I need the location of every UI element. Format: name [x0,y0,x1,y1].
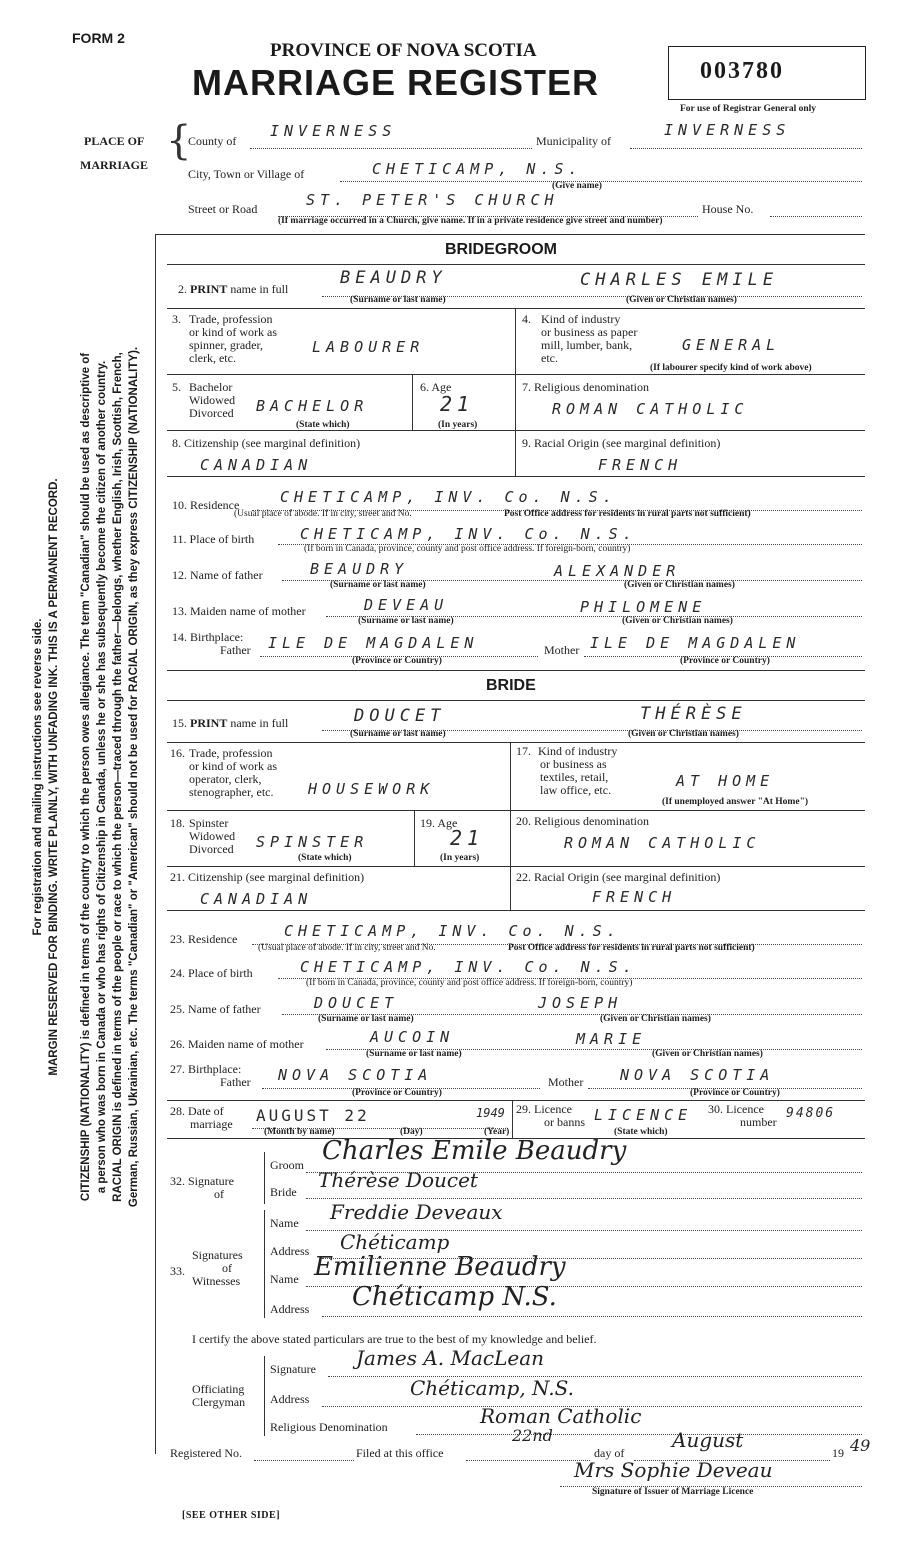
margin-line-6: German, Russian, Ukrainian, etc. The terms "Canadian" or "American" should not be used for RACIAL ORIGIN, as they express CITIZENSHIP (NATIONALITY). [128,346,140,1208]
field-3-label-4: clerk, etc. [189,351,236,365]
field-4-number: 4. [522,312,531,326]
groom-mother-given: PHILOMENE [580,598,707,616]
field-21-label: 21. Citizenship (see marginal definition) [170,870,365,884]
groom-industry: GENERAL [682,336,781,354]
groom-origin: FRENCH [598,456,683,474]
residence-hint-b: Post Office address for residents in rural parts not sufficient) [504,509,751,519]
f12-given-hint: (Given or Christian names) [624,580,735,590]
margin-line-1: For registration and mailing instructions see reverse side. [32,618,44,936]
field-18-label-2: Widowed [189,829,236,843]
field-16-label-3: operator, clerk, [189,772,262,786]
f14-mother-label: Mother [544,643,580,657]
field-16-label-1: Trade, profession [189,746,273,760]
witness2-address-label: Address [270,1302,310,1316]
groom-citizenship: CANADIAN [200,456,313,474]
field-4-label-1: Kind of industry [541,312,621,326]
f27-father-label: Father [220,1075,251,1089]
field-17-label-1: Kind of industry [538,744,618,758]
marriage-date: AUGUST 22 [256,1106,370,1125]
field-32-label-b: of [214,1187,224,1201]
f27-father-hint: (Province or Country) [352,1088,442,1098]
street-hint: (If marriage occurred in a Church, give name. If in a private residence give street and number) [278,216,663,226]
field-18-label-3: Divorced [189,842,234,856]
f25-surname-hint: (Surname or last name) [318,1014,414,1024]
field-3-number: 3. [172,312,181,326]
field-33-label-2: of [222,1261,232,1275]
field-13-label: 13. Maiden name of mother [172,604,306,618]
field-30-label-a: 30. Licence [708,1102,764,1116]
field-33-label-3: Witnesses [192,1274,241,1288]
groom-father-birthplace: ILE DE MAGDALEN [268,634,479,652]
bride-father-birthplace: NOVA SCOTIA [278,1066,433,1084]
field-29-label-b: or banns [544,1115,585,1129]
clergy-signature: James A. MacLean [356,1346,545,1370]
groom-given: CHARLES EMILE [580,270,779,290]
field-16-number: 16. [170,746,185,760]
month-hint: (Month by name) [264,1127,335,1137]
bride-birthplace: CHETICAMP, INV. Co. N.S. [300,958,637,976]
witness2-name: Emilienne Beaudry [314,1252,566,1282]
margin-instructions [0,0,160,1554]
field-27-label: 27. Birthplace: [170,1062,242,1076]
issuer-signature: Mrs Sophie Deveau [574,1458,773,1482]
bride-given: THÉRÈSE [640,704,747,724]
field-5-label-1: Bachelor [189,380,233,394]
f14-mother-hint: (Province or Country) [680,656,770,666]
field-32-label-a: 32. Signature [170,1174,234,1188]
bride-industry: AT HOME [676,772,775,790]
f13-surname-hint: (Surname or last name) [358,616,454,626]
groom-birthplace: CHETICAMP, INV. Co. N.S. [300,525,637,543]
groom-residence: CHETICAMP, INV. Co. N.S. [280,488,617,506]
field-5-label-2: Widowed [189,393,236,407]
margin-line-4: a person who was born in Canada or who has rights of Citizenship in Canada, unless he or she has subsequently become the citizen of another country. [96,360,108,1194]
clergy-label-1: Officiating [192,1382,245,1396]
groom-status-hint: (State which) [296,420,350,430]
bride-age: 21 [450,826,485,850]
city-hint: (Give name) [552,181,602,191]
see-other-side: [SEE OTHER SIDE] [182,1510,281,1521]
field-23-label: 23. Residence [170,932,238,946]
bride-surname: DOUCET [354,706,446,726]
field-16-label-2: or kind of work as [189,759,277,773]
b-residence-hint-a: (Usual place of abode. If in city, street and No. [258,943,436,953]
bride-age-hint: (In years) [440,853,480,863]
clergy-address: Chéticamp, N.S. [410,1376,574,1400]
bride-trade: HOUSEWORK [308,780,435,798]
field-5-number: 5. [172,380,181,394]
bride-father-surname: DOUCET [314,994,399,1012]
year-prefix: 19 [832,1446,844,1460]
groom-surname-hint: (Surname or last name) [350,295,446,305]
field-28-label-a: 28. Date of [170,1104,224,1118]
field-30-label-b: number [740,1115,777,1129]
province-heading: PROVINCE OF NOVA SCOTIA [270,40,537,61]
field-15-label: 15. PRINT name in full [172,716,289,730]
field-18-label-1: Spinster [189,816,229,830]
field-18-number: 18. [170,816,185,830]
groom-industry-hint: (If labourer specify kind of work above) [650,363,812,373]
field-26-label: 26. Maiden name of mother [170,1037,304,1051]
field-12-label: 12. Name of father [172,568,263,582]
place-label-2: MARRIAGE [80,158,148,172]
bride-residence: CHETICAMP, INV. Co. N.S. [284,922,621,940]
form-number: FORM 2 [72,30,125,46]
bride-mother-birthplace: NOVA SCOTIA [620,1066,775,1084]
field-17-number: 17. [516,744,531,758]
f14-father-hint: (Province or Country) [352,656,442,666]
field-11-label: 11. Place of birth [172,532,255,546]
bride-mother-given: MARIE [576,1030,647,1048]
residence-hint-a: (Usual place of abode. If in city, street and No. [234,509,412,519]
religious-denomination-label: Religious Denomination [270,1420,388,1434]
bride-origin: FRENCH [592,888,677,906]
field-19-label: 19. Age [420,816,458,830]
bride-sig-label: Bride [270,1185,297,1199]
registered-no-label: Registered No. [170,1446,242,1460]
witness1-name: Freddie Deveaux [330,1200,503,1224]
groom-age-hint: (In years) [438,420,478,430]
licence-number: 94806 [786,1106,836,1121]
street-label: Street or Road [188,202,258,216]
filed-year: 49 [850,1436,871,1455]
field-10-label: 10. Residence [172,498,240,512]
birthplace-hint: (If born in Canada, province, county and post office address. If foreign-born, country) [304,544,631,554]
bride-surname-hint: (Surname or last name) [350,729,446,739]
bride-religion: ROMAN CATHOLIC [564,834,761,852]
section-bridegroom: BRIDEGROOM [445,241,557,258]
f26-surname-hint: (Surname or last name) [366,1049,462,1059]
filed-label: Filed at this office [356,1446,444,1460]
marriage-year: 1949 [476,1106,505,1120]
clergy-denomination: Roman Catholic [480,1404,642,1428]
clergy-signature-label: Signature [270,1362,316,1376]
issuer-label: Signature of Issuer of Marriage Licence [592,1487,754,1497]
field-29-label-a: 29. Licence [516,1102,572,1116]
field-33-label-1: Signatures [192,1248,243,1262]
f27-mother-hint: (Province or Country) [690,1088,780,1098]
field-17-label-3: textiles, retail, [540,770,609,784]
house-label: House No. [702,202,754,216]
groom-given-hint: (Given or Christian names) [626,295,737,305]
groom-status: BACHELOR [256,397,369,415]
state-hint: (State which) [614,1127,668,1137]
f25-given-hint: (Given or Christian names) [600,1014,711,1024]
f26-given-hint: (Given or Christian names) [652,1049,763,1059]
licence-or-banns: LICENCE [594,1106,693,1124]
field-3-label-2: or kind of work as [189,325,277,339]
groom-signature: Charles Emile Beaudry [322,1136,627,1166]
certify-statement: I certify the above stated particulars are true to the best of my knowledge and belief. [192,1332,597,1346]
filed-day: 22nd [512,1426,553,1445]
field-5-label-3: Divorced [189,406,234,420]
bride-industry-hint: (If unemployed answer "At Home") [662,797,809,807]
f13-given-hint: (Given or Christian names) [622,616,733,626]
b-birthplace-hint: (If born in Canada, province, county and post office address. If foreign-born, country) [306,978,633,988]
county-value: INVERNESS [270,122,397,140]
witness1-address: Chéticamp [340,1230,450,1254]
street-value: ST. PETER'S CHURCH [306,191,559,209]
witness1-name-label: Name [270,1216,299,1230]
groom-religion: ROMAN CATHOLIC [552,400,749,418]
field-4-label-2: or business as paper [541,325,638,339]
bride-status-hint: (State which) [298,853,352,863]
clergy-label-2: Clergyman [192,1395,246,1409]
field-24-label: 24. Place of birth [170,966,253,980]
year-hint: (Year) [484,1127,510,1137]
margin-line-2: MARGIN RESERVED FOR BINDING. WRITE PLAINLY, WITH UNFADING INK. THIS IS A PERMANENT RECORD. [48,478,60,1076]
place-label-1: PLACE OF [84,134,145,148]
field-4-label-4: etc. [541,351,558,365]
field-22-label: 22. Racial Origin (see marginal definition) [516,870,721,884]
groom-father-given: ALEXANDER [554,562,681,580]
county-label: County of [188,134,237,148]
municipality-label: Municipality of [536,134,611,148]
day-of-label: day of [594,1446,625,1460]
page-title: MARRIAGE REGISTER [192,62,600,103]
field-17-label-2: or business as [540,757,607,771]
registrar-note: For use of Registrar General only [680,104,817,114]
field-33-number: 33. [170,1264,185,1278]
witness1-address-label: Address [270,1244,310,1258]
bride-father-given: JOSEPH [538,994,623,1012]
bride-citizenship: CANADIAN [200,890,313,908]
municipality-value: INVERNESS [664,121,791,139]
register-number: 003780 [700,58,784,84]
city-label: City, Town or Village of [188,167,305,181]
f12-surname-hint: (Surname or last name) [330,580,426,590]
bride-signature: Thérèse Doucet [318,1168,478,1192]
field-2-label: 2. PRINT name in full [178,282,289,296]
field-14-label: 14. Birthplace: [172,630,244,644]
groom-sig-label: Groom [270,1158,304,1172]
f14-father-label: Father [220,643,251,657]
witness2-name-label: Name [270,1272,299,1286]
clergy-address-label: Address [270,1392,310,1406]
city-value: CHETICAMP, N.S. [372,160,583,178]
f27-mother-label: Mother [548,1075,584,1089]
field-3-label-3: spinner, grader, [189,338,264,352]
field-6-label: 6. Age [420,380,452,394]
groom-trade: LABOURER [312,338,425,356]
margin-line-5: RACIAL ORIGIN is defined in terms of the people or race to which the person—traced through the father—belongs, whether English, Irish, Scottish, French, [112,352,124,1202]
field-17-label-4: law office, etc. [540,783,612,797]
groom-surname: BEAUDRY [340,268,447,288]
field-3-label-1: Trade, profession [189,312,273,326]
groom-mother-birthplace: ILE DE MAGDALEN [590,634,801,652]
field-8-label: 8. Citizenship (see marginal definition) [172,436,361,450]
field-4-label-3: mill, lumber, bank, [541,338,633,352]
b-residence-hint-b: Post Office address for residents in rural parts not sufficient) [508,943,755,953]
margin-line-3: CITIZENSHIP (NATIONALITY) is defined in terms of the country to which the person owes allegiance. The term "Canadian" should be used as descriptive of [80,352,92,1202]
bride-status: SPINSTER [256,833,369,851]
bride-mother-surname: AUCOIN [370,1028,455,1046]
section-bride: BRIDE [486,677,536,694]
field-7-label: 7. Religious denomination [522,380,649,394]
witness2-address: Chéticamp N.S. [352,1282,557,1312]
field-25-label: 25. Name of father [170,1002,261,1016]
place-brace: { [166,118,192,164]
groom-age: 21 [440,392,475,416]
day-hint: (Day) [400,1127,423,1137]
field-20-label: 20. Religious denomination [516,814,649,828]
field-9-label: 9. Racial Origin (see marginal definition) [522,436,721,450]
groom-father-surname: BEAUDRY [310,560,409,578]
filed-month: August [672,1428,744,1452]
field-16-label-4: stenographer, etc. [189,785,274,799]
bride-given-hint: (Given or Christian names) [628,729,739,739]
groom-mother-surname: DEVEAU [364,596,449,614]
field-28-label-b: marriage [190,1117,233,1131]
